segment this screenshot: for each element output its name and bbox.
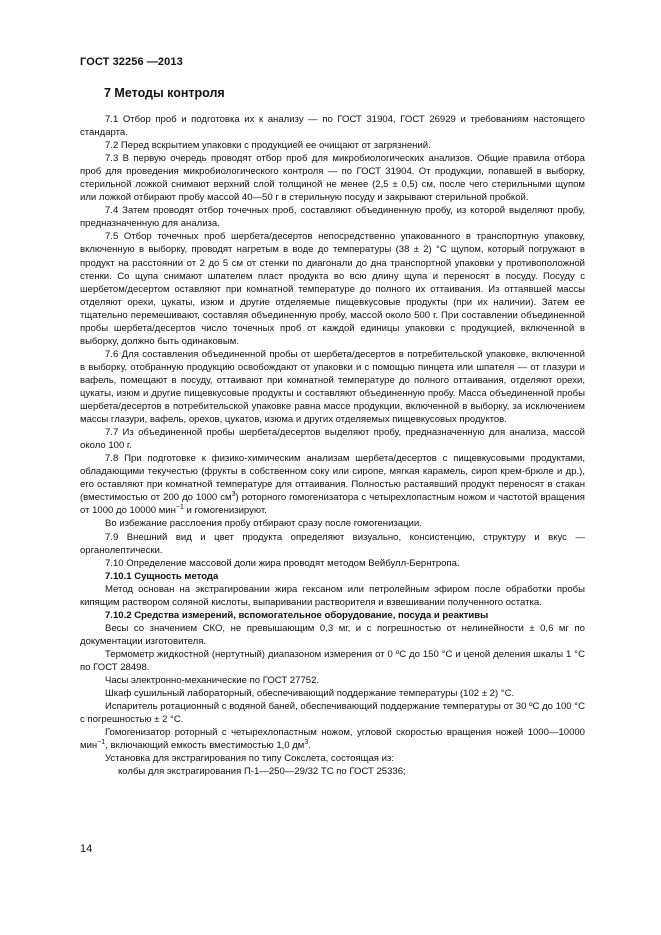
paragraph-7-8-text-c: и гомогенизируют. <box>183 505 267 517</box>
page-number: 14 <box>80 843 93 855</box>
paragraph-7-8 <box>80 452 585 517</box>
paragraph-scales: Весы со значением СКО, не превышающим 0,3 мг, и с погрешностью от нелинейности ± 0,6 мг по документации изготовителя. <box>80 622 585 647</box>
paragraph-7-7: 7.7 Из объединенной пробы шербета/десертов выделяют пробу, предназначенную для анализа, массой около 100 г. <box>80 427 585 452</box>
paragraph-flasks: колбы для экстрагирования П-1—250—29/32 ТС по ГОСТ 25336; <box>118 766 406 778</box>
paragraph-separation: Во избежание расслоения пробу отбирают сразу после гомогенизации. <box>105 518 422 530</box>
paragraph-7-4: 7.4 Затем проводят отбор точечных проб, составляют объединенную пробу, из которой выделяют пробу, предназначенную для анализа. <box>80 205 585 230</box>
paragraph-7-5: 7.5 Отбор точечных проб шербета/десертов непосредственно упакованного в транспортную упаковку, включенную в выборку, проводят нагретым в воде до температуры (38 ± 2) °С щупом, который погружают в продукт на расстоянии от 2 до 5 см от стенки по диагонали до дна транспортной упаковки у противоположной стенки. Со щупа снимают шпателем пласт продукта во всю длину щупа и переносят в посуду. Посуду с шербетом/десертом оставляют при комнатной температуре до полного их оттаивания. Из оттаявшей массы отделяют орехи, цукаты, изюм и другие отделяемые пищевкусовые продукты (при их наличии). Затем ее тщательно перемешивают, составляя объединенную пробу, массой около 500 г. При составлении объединенной пробы шербета/десертов число точечных проб от каждой единицы упаковки с продукцией, включенной в выборку, должно быть одинаковым. <box>80 231 585 347</box>
paragraph-7-9: 7.9 Внешний вид и цвет продукта определяют визуально, консистенцию, структуру и вкус — органолептически. <box>80 531 585 556</box>
document-body <box>80 113 585 778</box>
paragraph-7-6: 7.6 Для составления объединенной пробы от шербета/десертов в потребительской упаковке, включенной в выборку, отобранную продукцию освобождают от упаковки и с помощью пинцета или шпателя — от глазури и вафель, помещают в посуду, оттаивают при комнатной температуре до полного оттаивания, отделяют орехи, цукаты, изюм и другие пищевкусовые продукты и составляют объединенную пробу. Масса объединенной пробы шербета/десертов в потребительской упаковке равна массе продукции, включенной в выборку, за исключением массы глазури, вафель, орехов, цукатов, изюма и других отделяемых пищевкусовых продуктов. <box>80 348 585 426</box>
paragraph-7-10: 7.10 Определение массовой доли жира проводят методом Вейбулл-Бернтропа. <box>105 557 460 569</box>
superscript: −1 <box>97 739 106 747</box>
superscript: −1 <box>175 504 184 512</box>
homogenizer-text-c: . <box>308 740 311 752</box>
paragraph-7-2: 7.2 Перед вскрытием упаковки с продукцией ее очищают от загрязнений. <box>105 140 431 152</box>
section-title: 7 Методы контроля <box>104 86 225 100</box>
superscript: 3 <box>304 739 309 747</box>
paragraph-7-1: 7.1 Отбор проб и подготовка их к анализу — по ГОСТ 31904, ГОСТ 26929 и требованиям настоящего стандарта. <box>80 114 585 139</box>
document-header: ГОСТ 32256 —2013 <box>80 56 183 68</box>
homogenizer-text-a: Гомогенизатор роторный с четырехлопастным ножом, угловой скоростью вращения ножей 1000—10000 мин <box>80 727 585 752</box>
paragraph-7-3: 7.3 В первую очередь проводят отбор проб для микробиологических анализов. Общие правила отбора проб для проведения микробиологического контроля — по ГОСТ 31904. От продукции, попавшей в выборку, стерильной ложкой снимают верхний слой толщиной не менее (2,5 ± 0,5) см, после чего стерильными щупом или ложкой отбирают пробу массой 40—50 г в стерильную посуду и закрывают стерильной пробкой. <box>80 153 585 204</box>
paragraph-soxhlet: Установка для экстрагирования по типу Сокслета, состоящая из: <box>105 753 394 765</box>
paragraph-7-8-text-b: ) роторного гомогенизатора с четырехлопастным ножом и частотой вращения от 1000 до 10000 мин <box>80 492 585 517</box>
paragraph-evaporator: Испаритель ротационный с водяной баней, обеспечивающий поддержание температуры от 30 ºС до 100 °С с погрешностью ± 2 °С. <box>80 701 585 726</box>
homogenizer-text-b: , включающий емкость вместимостью 1,0 дм <box>105 740 305 752</box>
paragraph-thermometer: Термометр жидкостной (нертутный) диапазоном измерения от 0 ºС до 150 °С и ценой деления шкалы 1 °С по ГОСТ 28498. <box>80 648 585 673</box>
paragraph-oven: Шкаф сушильный лабораторный, обеспечивающий поддержание температуры (102 ± 2) °С. <box>105 688 515 700</box>
superscript: 3 <box>231 491 236 499</box>
paragraph-7-8-text-a: 7.8 При подготовке к физико-химическим анализам шербета/десертов с пищевкусовыми продуктами, обладающими текучестью (фрукты в собственном соку или сиропе, мягкая карамель, сироп крем-брюле и др.), его оставляют при комнатной температуре для оттаивания. Полностью растаявший продукт переносят в стакан (вместимостью от 200 до 1000 см <box>80 453 585 504</box>
paragraph-homogenizer <box>80 726 585 752</box>
heading-7-10-2: 7.10.2 Средства измерений, вспомогательное оборудование, посуда и реактивы <box>105 609 489 621</box>
paragraph-method: Метод основан на экстрагировании жира гексаном или петролейным эфиром после обработки пробы кипящим раствором соляной кислоты, выпаривании растворителя и взвешивании полученного остатка. <box>80 583 585 608</box>
heading-7-10-1: 7.10.1 Сущность метода <box>105 570 219 582</box>
paragraph-clock: Часы электронно-механические по ГОСТ 27752. <box>105 675 320 687</box>
